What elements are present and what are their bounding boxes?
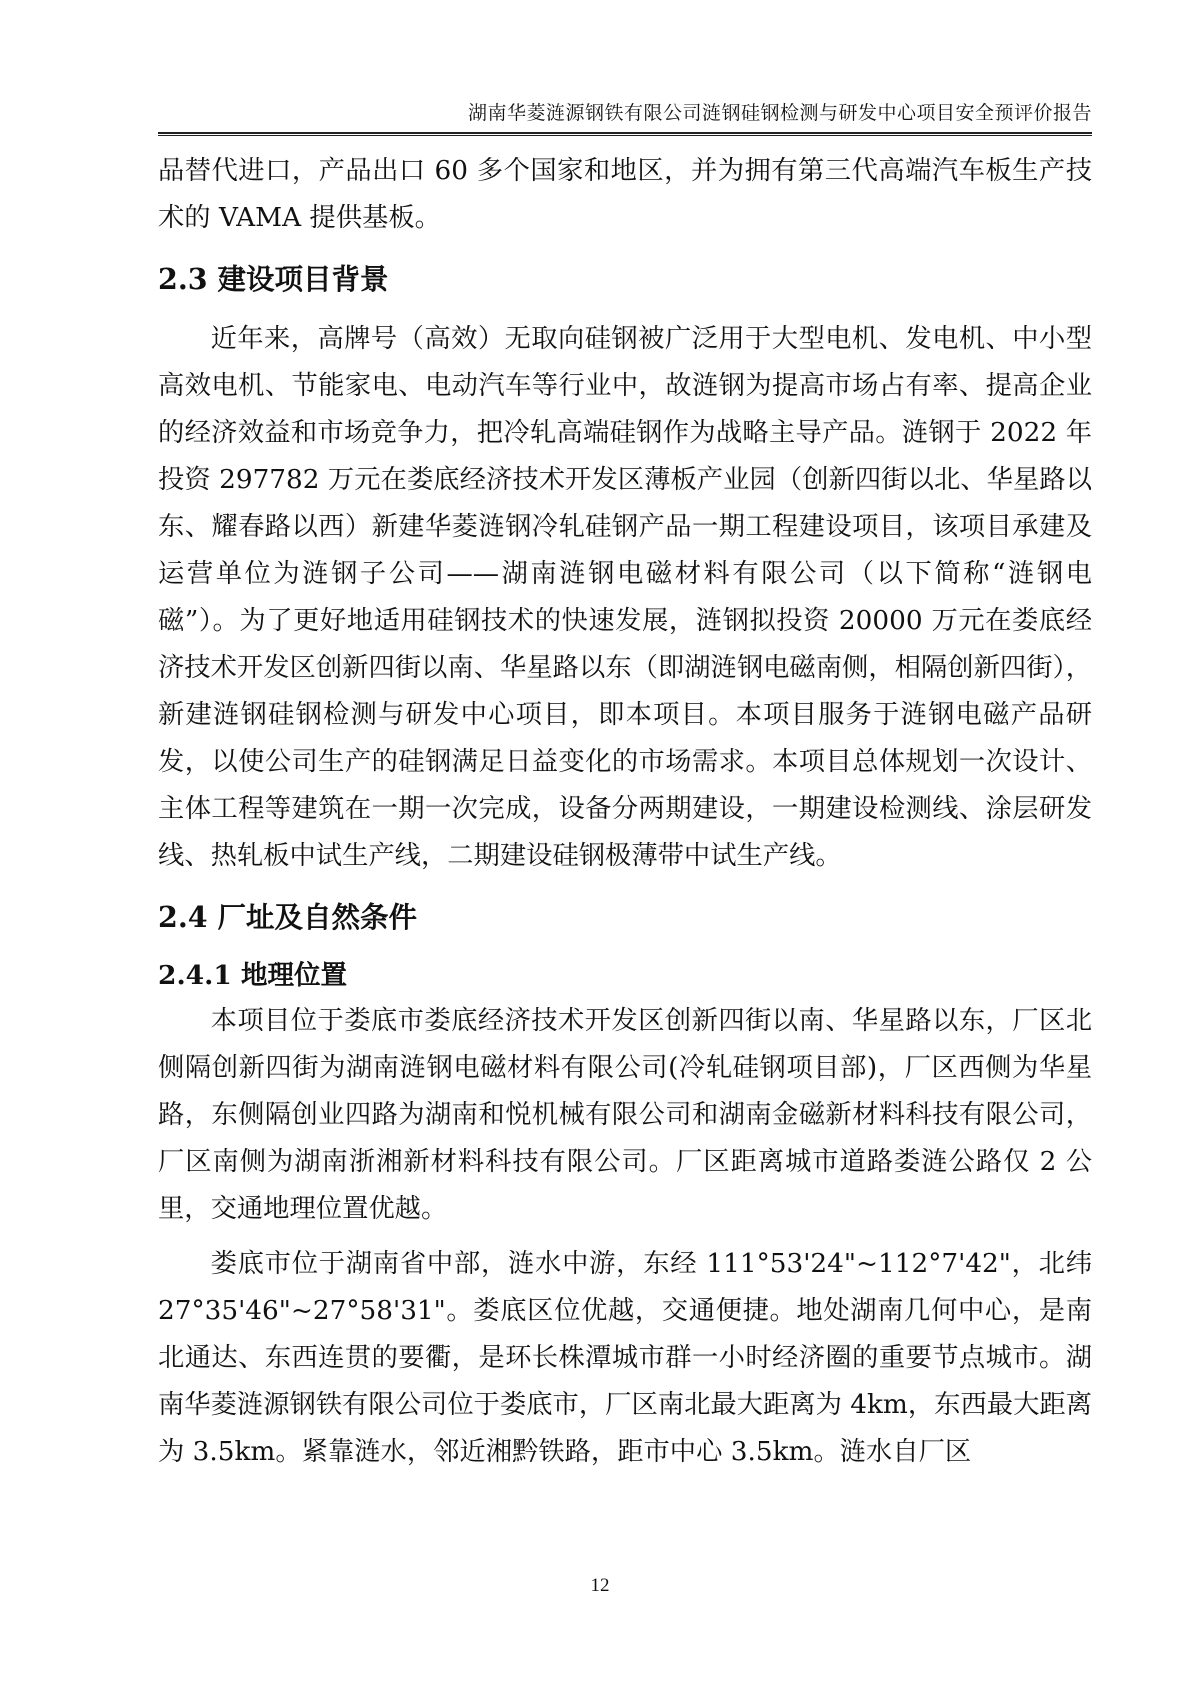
subsection-heading-2-4-1: 2.4.1 地理位置 xyxy=(158,960,347,991)
section-heading-2-3: 2.3 建设项目背景 xyxy=(158,262,389,296)
paragraph-continued: 品替代进口，产品出口 60 多个国家和地区，并为拥有第三代高端汽车板生产技术的 VAMA 提供基板。 xyxy=(158,156,1092,233)
section-heading-2-4: 2.4 厂址及自然条件 xyxy=(158,900,418,934)
page-content xyxy=(158,148,1092,1476)
paragraph-loudi-city: 娄底市位于湖南省中部，涟水中游，东经 111°53'24"~112°7'42"，北纬 27°35'46"~27°58'31"。娄底区位优越，交通便捷。地处湖南几何中心，是南北通达、东西连贯的要衢，是环长株潭城市群一小时经济圈的重要节点城市。湖南华菱涟源钢铁有限公司位于娄底市，厂区南北最大距离为 4km，东西最大距离为 3.5km。紧靠涟水，邻近湘黔铁路，距市中心 3.5km。涟水自厂区 xyxy=(158,1249,1092,1467)
running-header: 湖南华菱涟源钢铁有限公司涟钢硅钢检测与研发中心项目安全预评价报告 xyxy=(467,102,1092,124)
paragraph-project-background: 近年来，高牌号（高效）无取向硅钢被广泛用于大型电机、发电机、中小型高效电机、节能家电、电动汽车等行业中，故涟钢为提高市场占有率、提高企业的经济效益和市场竞争力，把冷轧高端硅钢作为战略主导产品。涟钢于 2022 年投资 297782 万元在娄底经济技术开发区薄板产业园（创新四街以北、华星路以东、耀春路以西）新建华菱涟钢冷轧硅钢产品一期工程建设项目，该项目承建及运营单位为涟钢子公司——湖南涟钢电磁材料有限公司（以下简称“涟钢电磁”）。为了更好地适用硅钢技术的快速发展，涟钢拟投资 20000 万元在娄底经济技术开发区创新四街以南、华星路以东（即湖涟钢电磁南侧，相隔创新四街），新建涟钢硅钢检测与研发中心项目，即本项目。本项目服务于涟钢电磁产品研发，以使公司生产的硅钢满足日益变化的市场需求。本项目总体规划一次设计、主体工程等建筑在一期一次完成，设备分两期建设，一期建设检测线、涂层研发线、热轧板中试生产线，二期建设硅钢极薄带中试生产线。 xyxy=(158,324,1092,871)
page-number: 12 xyxy=(590,1575,610,1596)
paragraph-location: 本项目位于娄底市娄底经济技术开发区创新四街以南、华星路以东，厂区北侧隔创新四街为湖南涟钢电磁材料有限公司(冷轧硅钢项目部)，厂区西侧为华星路，东侧隔创业四路为湖南和悦机械有限公司和湖南金磁新材料科技有限公司，厂区南侧为湖南浙湘新材料科技有限公司。厂区距离城市道路娄涟公路仅 2 公里，交通地理位置优越。 xyxy=(158,1006,1092,1224)
header-rule xyxy=(158,132,1092,134)
header-rule-thin xyxy=(158,135,1092,136)
